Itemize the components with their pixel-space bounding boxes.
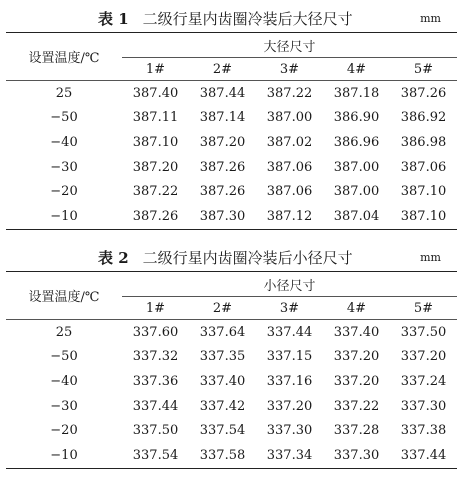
value-cell: 387.10 [400,184,447,200]
value-cell: 387.00 [333,159,380,175]
table-2-unit: mm [420,251,441,264]
value-cell: 387.10 [400,208,447,224]
table-row [6,81,457,106]
value-cell: 337.40 [199,373,246,389]
table-1-caption [6,2,457,32]
value-cell: 337.30 [400,398,447,414]
value-cell: 337.30 [266,423,313,439]
table-2-group-header: 小径尺寸 [122,272,457,297]
table-row [6,179,457,204]
table-1-col-header: 4# [346,61,367,77]
value-cell: 387.06 [266,184,313,200]
table-2-col-header: 2# [212,300,233,316]
table-row [6,345,457,370]
temp-cell: −40 [50,134,78,150]
value-cell: 337.20 [333,349,380,365]
value-cell: 337.54 [132,447,179,463]
value-cell: 387.10 [132,134,179,150]
value-cell: 337.32 [132,349,179,365]
value-cell: 386.90 [333,110,380,126]
value-cell: 387.30 [199,208,246,224]
table-1-col-header: 5# [413,61,434,77]
table-row [6,106,457,131]
value-cell: 337.50 [132,423,179,439]
table-2-title: 二级行星内齿圈冷装后小径尺寸 [142,249,353,267]
table-1-col-header: 3# [279,61,300,77]
value-cell: 337.42 [199,398,246,414]
temp-cell: 25 [55,85,73,101]
value-cell: 337.38 [400,423,447,439]
temp-cell: −30 [50,398,78,414]
value-cell: 387.12 [266,208,313,224]
value-cell: 337.54 [199,423,246,439]
temp-cell: 25 [55,324,73,340]
table-row [6,130,457,155]
value-cell: 386.92 [400,110,447,126]
value-cell: 337.28 [333,423,380,439]
value-cell: 387.26 [400,85,447,101]
value-cell: 387.40 [132,85,179,101]
temp-cell: −20 [50,423,78,439]
value-cell: 387.02 [266,134,313,150]
table-2-row-header: 设置温度/℃ [6,272,122,320]
temp-cell: −50 [50,110,78,126]
table-2-col-header: 4# [346,300,367,316]
value-cell: 337.44 [132,398,179,414]
table-row [6,155,457,180]
value-cell: 387.11 [132,110,179,126]
table-1-label: 表 1 [98,10,129,28]
table-1-col-header: 1# [145,61,166,77]
table-row [6,320,457,345]
value-cell: 337.40 [333,324,380,340]
value-cell: 387.20 [199,134,246,150]
table-1-row-header: 设置温度/℃ [6,33,122,81]
table-row [6,369,457,394]
value-cell: 387.22 [266,85,313,101]
value-cell: 387.00 [266,110,313,126]
value-cell: 387.18 [333,85,380,101]
value-cell: 387.22 [132,184,179,200]
value-cell: 337.20 [400,349,447,365]
value-cell: 337.50 [400,324,447,340]
value-cell: 337.34 [266,447,313,463]
value-cell: 337.24 [400,373,447,389]
value-cell: 387.26 [132,208,179,224]
table-1 [6,2,457,230]
table-row [6,418,457,443]
temp-cell: −10 [50,208,78,224]
temp-cell: −50 [50,349,78,365]
value-cell: 337.30 [333,447,380,463]
table-2-label: 表 2 [98,249,129,267]
temp-cell: −30 [50,159,78,175]
value-cell: 337.22 [333,398,380,414]
value-cell: 337.44 [266,324,313,340]
table-1-group-header: 大径尺寸 [122,33,457,58]
value-cell: 386.98 [400,134,447,150]
table-row [6,394,457,419]
table-1-body [6,81,457,230]
value-cell: 337.20 [333,373,380,389]
value-cell: 387.20 [132,159,179,175]
value-cell: 337.64 [199,324,246,340]
table-2-col-header: 3# [279,300,300,316]
value-cell: 386.96 [333,134,380,150]
table-row [6,204,457,229]
value-cell: 387.44 [199,85,246,101]
temp-cell: −10 [50,447,78,463]
table-1-title: 二级行星内齿圈冷装后大径尺寸 [142,10,353,28]
value-cell: 387.06 [400,159,447,175]
table-2-caption [6,241,457,271]
value-cell: 337.35 [199,349,246,365]
value-cell: 387.14 [199,110,246,126]
value-cell: 337.60 [132,324,179,340]
value-cell: 337.36 [132,373,179,389]
table-2-body [6,320,457,469]
table-1-col-header: 2# [212,61,233,77]
table-row [6,443,457,468]
value-cell: 387.26 [199,159,246,175]
value-cell: 337.44 [400,447,447,463]
value-cell: 337.15 [266,349,313,365]
value-cell: 387.26 [199,184,246,200]
table-2-col-header: 1# [145,300,166,316]
value-cell: 387.04 [333,208,380,224]
table-2 [6,241,457,469]
temp-cell: −20 [50,184,78,200]
table-1-unit: mm [420,12,441,25]
table-2-col-header: 5# [413,300,434,316]
value-cell: 337.20 [266,398,313,414]
value-cell: 337.58 [199,447,246,463]
temp-cell: −40 [50,373,78,389]
value-cell: 387.00 [333,184,380,200]
value-cell: 387.06 [266,159,313,175]
value-cell: 337.16 [266,373,313,389]
table-1-grid [6,32,457,230]
table-2-grid [6,271,457,469]
